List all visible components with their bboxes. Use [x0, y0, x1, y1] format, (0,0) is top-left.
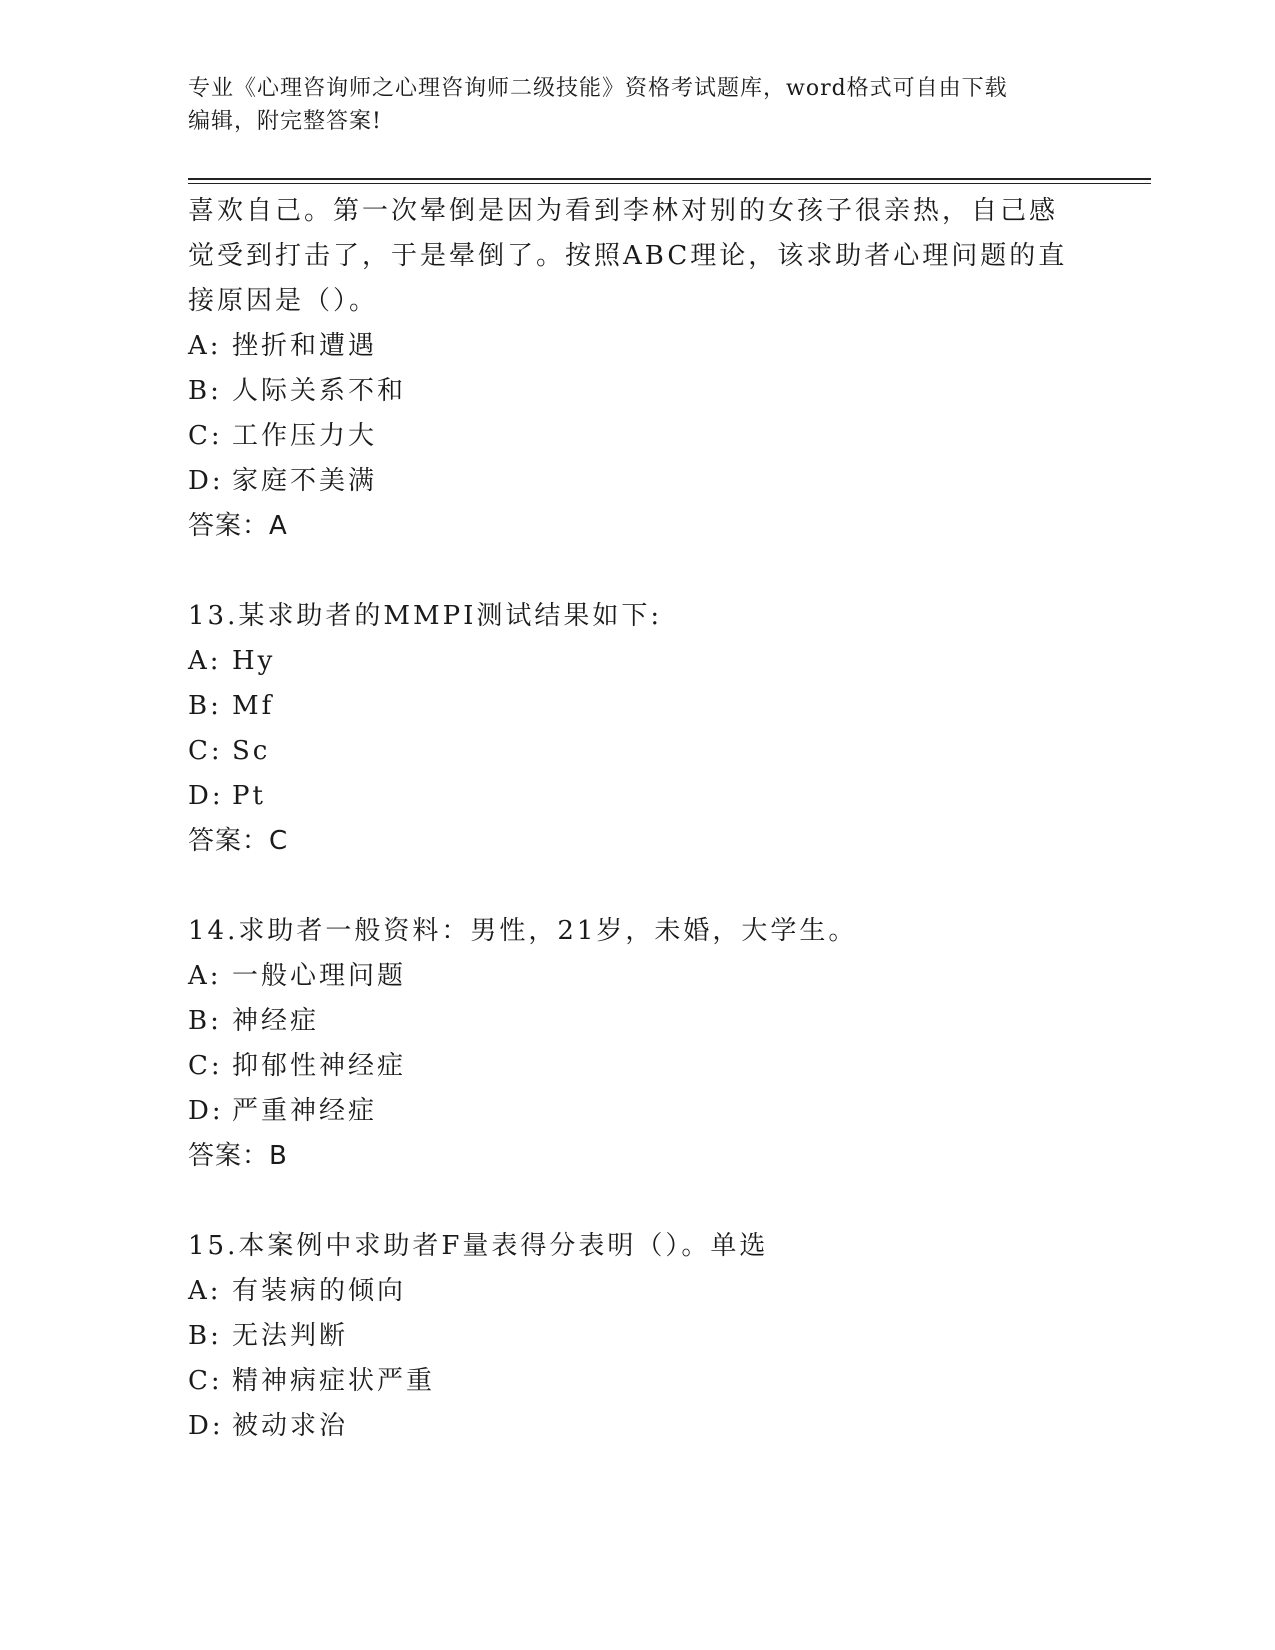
answer-line: 答案：A — [188, 511, 288, 541]
option-text: 精神病症状严重 — [232, 1366, 436, 1396]
spacer — [188, 864, 1088, 909]
option-key: B: — [188, 376, 222, 406]
option-key: A: — [188, 331, 222, 361]
question-text: 13.某求助者的MMPI测试结果如下: — [188, 601, 663, 631]
option-text: Mf — [232, 691, 275, 721]
spacer — [188, 549, 1088, 594]
question-text: 15.本案例中求助者F量表得分表明（）。单选 — [188, 1231, 769, 1261]
option-b — [188, 1314, 1088, 1359]
option-key: D: — [188, 1411, 224, 1441]
option-text: 严重神经症 — [232, 1096, 378, 1126]
answer-line: 答案：C — [188, 826, 289, 856]
option-key: C: — [188, 421, 223, 451]
question-text-line: 接原因是（）。 — [188, 286, 379, 316]
option-c — [188, 729, 1088, 774]
question-text: 14.求助者一般资料：男性，21岁，未婚，大学生。 — [188, 916, 858, 946]
option-text: 家庭不美满 — [232, 466, 378, 496]
header-line-1: 专业《心理咨询师之心理咨询师二级技能》资格考试题库，word格式可自由下载 — [188, 76, 1008, 101]
option-text: Pt — [232, 781, 266, 811]
header-rule-thick — [188, 178, 1151, 180]
option-b — [188, 369, 1088, 414]
spacer — [188, 1179, 1088, 1224]
question-14 — [188, 909, 1088, 1179]
option-text: 无法判断 — [232, 1321, 349, 1351]
question-text-line: 喜欢自己。第一次晕倒是因为看到李林对别的女孩子很亲热，自己感 — [188, 196, 1059, 226]
header-line-2: 编辑，附完整答案! — [188, 109, 382, 134]
option-key: D: — [188, 1096, 224, 1126]
question-12 — [188, 189, 1088, 549]
option-key: C: — [188, 1366, 223, 1396]
question-13 — [188, 594, 1088, 864]
option-c — [188, 1359, 1088, 1404]
option-a — [188, 1269, 1088, 1314]
question-15 — [188, 1224, 1088, 1449]
option-d — [188, 774, 1088, 819]
option-c — [188, 1044, 1088, 1089]
option-a — [188, 639, 1088, 684]
question-content — [188, 189, 1088, 1449]
option-key: B: — [188, 1321, 222, 1351]
option-a — [188, 954, 1088, 999]
option-text: Sc — [232, 736, 271, 766]
option-text: 神经症 — [232, 1006, 320, 1036]
option-text: 一般心理问题 — [232, 961, 407, 991]
option-text: Hy — [232, 646, 276, 676]
option-d — [188, 459, 1088, 504]
option-key: B: — [188, 691, 222, 721]
option-text: 工作压力大 — [232, 421, 378, 451]
option-key: B: — [188, 1006, 222, 1036]
option-text: 被动求治 — [232, 1411, 349, 1441]
option-text: 挫折和遭遇 — [232, 331, 378, 361]
option-key: C: — [188, 1051, 223, 1081]
option-key: D: — [188, 466, 224, 496]
option-key: A: — [188, 961, 222, 991]
option-d — [188, 1089, 1088, 1134]
option-key: C: — [188, 736, 223, 766]
option-b — [188, 999, 1088, 1044]
option-c — [188, 414, 1088, 459]
option-key: A: — [188, 646, 222, 676]
option-a — [188, 324, 1088, 369]
option-text: 人际关系不和 — [232, 376, 407, 406]
answer-line: 答案：B — [188, 1141, 288, 1171]
header-rule-thin — [188, 183, 1151, 184]
option-text: 抑郁性神经症 — [232, 1051, 407, 1081]
page-header — [188, 72, 1088, 138]
option-d — [188, 1404, 1088, 1449]
option-text: 有装病的倾向 — [232, 1276, 407, 1306]
option-key: D: — [188, 781, 224, 811]
question-text-line: 觉受到打击了，于是晕倒了。按照ABC理论，该求助者心理问题的直 — [188, 241, 1068, 271]
option-b — [188, 684, 1088, 729]
option-key: A: — [188, 1276, 222, 1306]
